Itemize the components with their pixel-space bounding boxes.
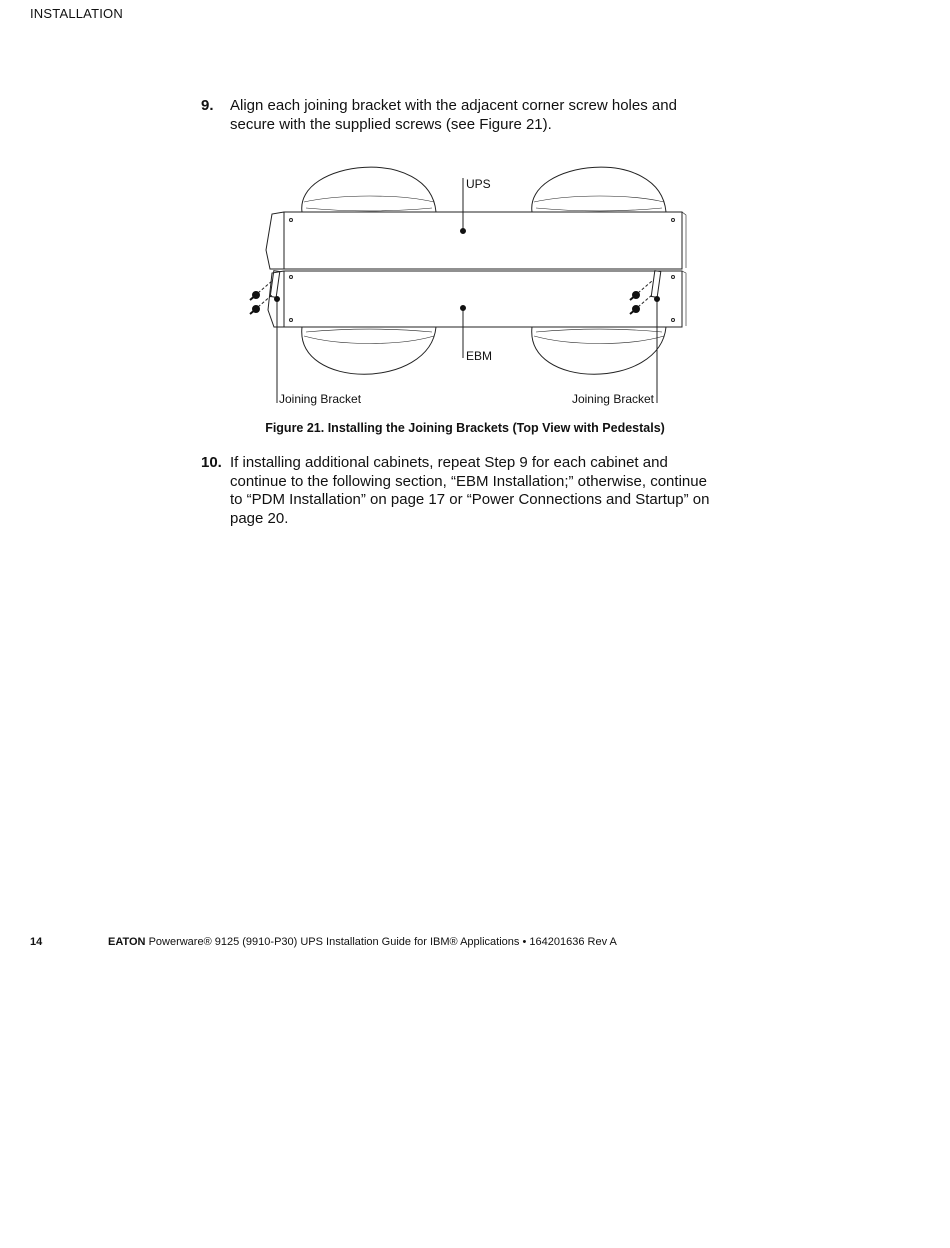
screw-icon [250, 306, 260, 315]
pedestal-top-right [532, 167, 666, 212]
figure-21 [240, 150, 690, 412]
pedestal-top-left [302, 167, 436, 212]
figure-caption: Figure 21. Installing the Joining Brackets (Top View with Pedestals) [265, 421, 665, 435]
product-name: Powerware® 9125 (9910-P30) UPS Installation Guide for IBM® Applications [148, 936, 520, 948]
step-number: 9. [201, 97, 214, 114]
separator: • [522, 936, 527, 948]
step-9 [201, 97, 721, 137]
step-number: 10. [201, 454, 222, 471]
screw-icon [250, 292, 260, 301]
pedestal-bottom-left [302, 327, 436, 374]
document-title [108, 936, 617, 948]
page-number: 14 [30, 936, 43, 948]
joining-bracket-left-label: Joining Bracket [279, 392, 362, 406]
step-text: Align each joining bracket with the adjacent corner screw holes and secure with the supplied screws (see Figure 21). [230, 97, 677, 133]
brand-name: EATON [108, 936, 146, 948]
top-view-diagram [240, 150, 690, 412]
section-header: INSTALLATION [30, 6, 123, 21]
joining-bracket-right-label: Joining Bracket [571, 392, 654, 406]
step-10 [201, 454, 721, 534]
step-text: If installing additional cabinets, repeat Step 9 for each cabinet and continue to the following section, “EBM Installation;” otherwise, continue to “PDM Installation” on page 17 or “Power Connections and Startup” on page 20. [230, 454, 710, 527]
pedestal-bottom-right [532, 327, 666, 374]
doc-number: 164201636 Rev A [529, 936, 617, 948]
ups-label: UPS [466, 177, 491, 191]
ebm-cabinet [284, 271, 682, 327]
ups-cabinet [284, 212, 682, 269]
ebm-label: EBM [466, 349, 493, 363]
